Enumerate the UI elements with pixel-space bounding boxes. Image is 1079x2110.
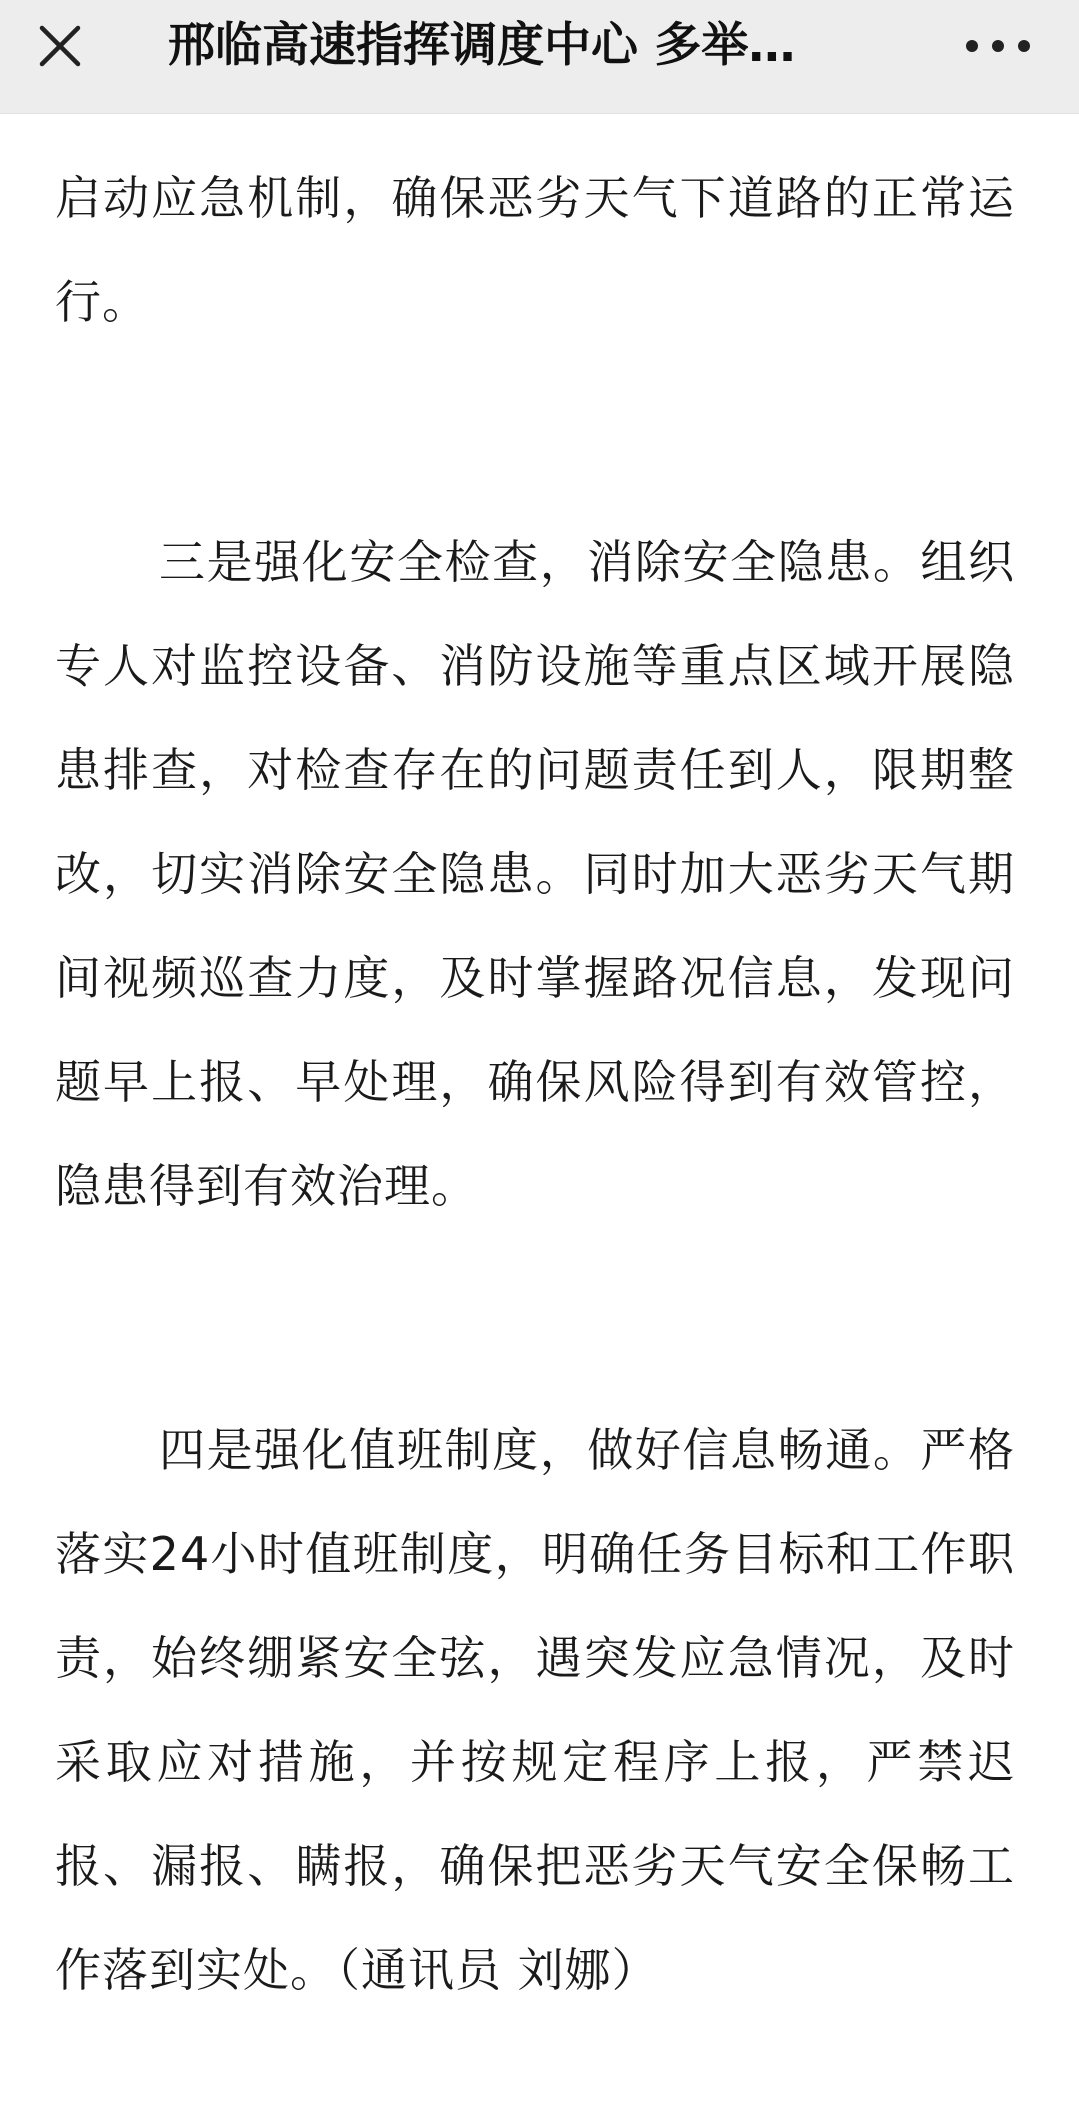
paragraph-text: 启动应急机制，确保恶劣天气下道路的正常运行。 — [55, 171, 1015, 329]
paragraph-text: 四是强化值班制度，做好信息畅通。严格落实24小时值班制度，明确任务目标和工作职责，始终绷紧安全弦，遇突发应急情况，及时采取应对措施，并按规定程序上报，严禁迟报、漏报、瞒报，确保把恶劣天气安全保畅工作落到实处。（通讯员 刘娜） — [55, 1423, 1015, 1997]
paragraph-tail — [55, 146, 1015, 354]
paragraph-text: 三是强化安全检查，消除安全隐患。组织专人对监控设备、消防设施等重点区域开展隐患排查，对检查存在的问题责任到人，限期整改，切实消除安全隐患。同时加大恶劣天气期间视频巡查力度，及时掌握路况信息，发现问题早上报、早处理，确保风险得到有效管控，隐患得到有效治理。 — [55, 535, 1015, 1213]
page-title: 邢临高速指挥调度中心 多举… — [168, 18, 796, 73]
more-dots-icon — [948, 14, 1048, 78]
more-options-button[interactable] — [948, 14, 1048, 78]
top-bar — [0, 0, 1079, 114]
close-button[interactable] — [28, 14, 92, 78]
paragraph-4 — [55, 1398, 1015, 2022]
close-icon — [28, 14, 92, 78]
paragraph-3 — [55, 510, 1015, 1238]
article-content[interactable] — [0, 113, 1079, 2110]
